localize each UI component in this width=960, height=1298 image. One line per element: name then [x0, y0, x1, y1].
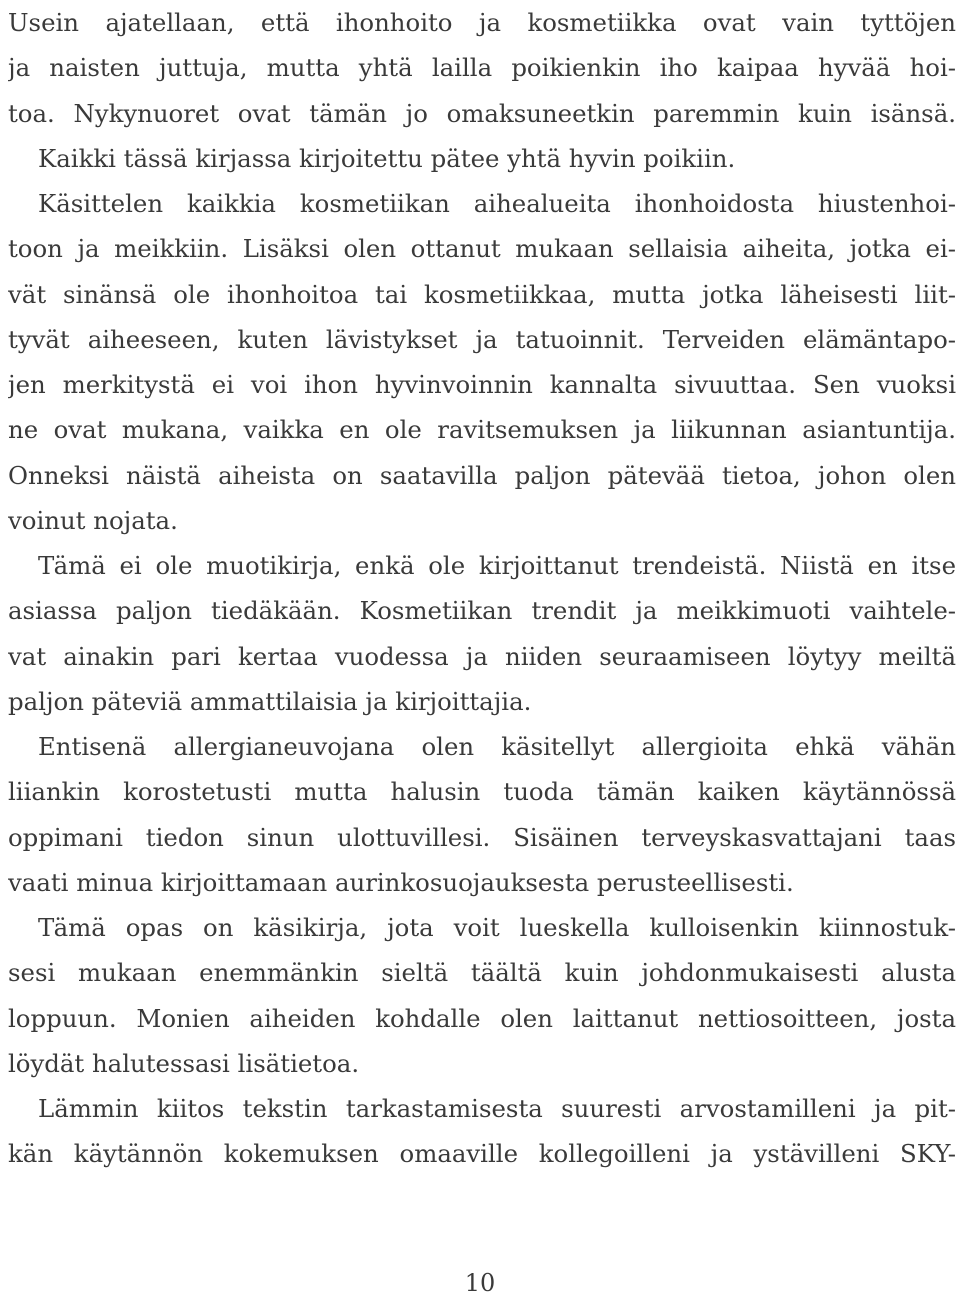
- text-line: löydät halutessasi lisätietoa.: [8, 1048, 360, 1078]
- text-line: ne ovat mukana, vaikka en ole ravitsemuksen ja liikunnan asiantuntija.: [8, 415, 956, 445]
- body-text: [8, 0, 956, 1177]
- text-line: toa. Nykynuoret ovat tämän jo omaksuneetkin paremmin kuin isänsä.: [8, 98, 956, 128]
- text-line: Usein ajatellaan, että ihonhoito ja kosmetiikka ovat vain tyttöjen: [8, 8, 956, 37]
- text-line: liiankin korostetusti mutta halusin tuoda tämän kaiken käytännössä: [8, 777, 956, 807]
- text-line: toon ja meikkiin. Lisäksi olen ottanut mukaan sellaisia aiheita, jotka ei-: [8, 234, 956, 264]
- text-line: paljon päteviä ammattilaisia ja kirjoittajia.: [8, 686, 532, 716]
- text-line: vaati minua kirjoittamaan aurinkosuojauksesta perusteellisesti.: [8, 867, 794, 897]
- text-line: oppimani tiedon sinun ulottuvillesi. Sisäinen terveyskasvattajani taas: [8, 822, 956, 852]
- page-number: 10: [464, 1269, 496, 1297]
- text-line: sesi mukaan enemmänkin sieltä täältä kuin johdonmukaisesti alusta: [8, 958, 956, 988]
- text-line: ja naisten juttuja, mutta yhtä lailla poikienkin iho kaipaa hyvää hoi-: [8, 53, 956, 83]
- text-line: Onneksi näistä aiheista on saatavilla paljon pätevää tietoa, johon olen: [8, 460, 956, 490]
- text-line: loppuun. Monien aiheiden kohdalle olen laittanut nettiosoitteen, josta: [8, 1003, 956, 1033]
- text-line: vat ainakin pari kertaa vuodessa ja niiden seuraamiseen löytyy meiltä: [8, 641, 956, 671]
- text-line: tyvät aiheeseen, kuten lävistykset ja tatuoinnit. Terveiden elämäntapo-: [8, 324, 956, 354]
- text-line: Kaikki tässä kirjassa kirjoitettu pätee yhtä hyvin poikiin.: [38, 143, 736, 173]
- text-line: asiassa paljon tiedäkään. Kosmetiikan trendit ja meikkimuoti vaihtele-: [8, 596, 956, 626]
- text-line: jen merkitystä ei voi ihon hyvinvoinnin kannalta sivuuttaa. Sen vuoksi: [8, 370, 956, 399]
- text-line: vät sinänsä ole ihonhoitoa tai kosmetiikkaa, mutta jotka läheisesti liit-: [8, 279, 956, 309]
- text-line: Tämä opas on käsikirja, jota voit lueskella kulloisenkin kiinnostuk-: [38, 913, 956, 942]
- text-line: voinut nojata.: [8, 505, 178, 535]
- text-line: kän käytännön kokemuksen omaaville kollegoilleni ja ystävilleni SKY-: [8, 1139, 956, 1169]
- text-line: Entisenä allergianeuvojana olen käsitellyt allergioita ehkä vähän: [38, 732, 956, 761]
- text-line: Tämä ei ole muotikirja, enkä ole kirjoittanut trendeistä. Niistä en itse: [38, 551, 956, 580]
- text-line: Lämmin kiitos tekstin tarkastamisesta suuresti arvostamilleni ja pit-: [38, 1094, 956, 1123]
- text-line: Käsittelen kaikkia kosmetiikan aihealueita ihonhoidosta hiustenhoi-: [38, 189, 956, 218]
